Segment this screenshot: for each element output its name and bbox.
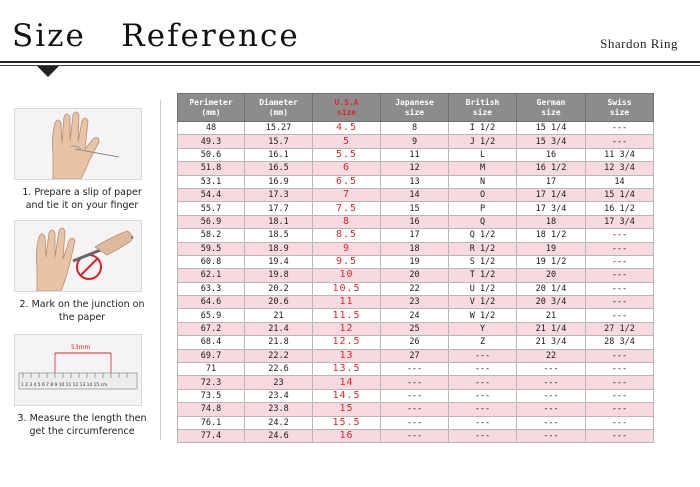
table-row [178, 175, 654, 188]
cell-swiss: --- [586, 296, 654, 309]
cell-japanese: 8 [381, 122, 449, 135]
cell-british: M [449, 162, 517, 175]
cell-swiss: 12 3/4 [586, 162, 654, 175]
cell-british: N [449, 175, 517, 188]
table-row [178, 376, 654, 389]
cell-japanese: 24 [381, 309, 449, 322]
cell-diameter: 19.4 [245, 255, 313, 268]
cell-usa: 6 [313, 162, 381, 175]
cell-swiss: 16 1/2 [586, 202, 654, 215]
table-row [178, 215, 654, 228]
table-row [178, 202, 654, 215]
cell-swiss: --- [586, 429, 654, 442]
cell-german: 15 1/4 [517, 122, 586, 135]
header-german-size: German size [517, 94, 586, 122]
cell-british: --- [449, 376, 517, 389]
cell-usa: 12 [313, 322, 381, 335]
cell-german: 16 1/2 [517, 162, 586, 175]
cell-swiss: --- [586, 416, 654, 429]
cell-japanese: 11 [381, 148, 449, 161]
cell-usa: 5 [313, 135, 381, 148]
cell-british: V 1/2 [449, 296, 517, 309]
cell-british: --- [449, 416, 517, 429]
cell-perimeter: 58.2 [178, 229, 245, 242]
cell-german: --- [517, 429, 586, 442]
header-japanese-size: Japanese size [381, 94, 449, 122]
cell-usa: 9 [313, 242, 381, 255]
cell-diameter: 16.1 [245, 148, 313, 161]
cell-perimeter: 51.8 [178, 162, 245, 175]
cell-swiss: --- [586, 376, 654, 389]
table-row [178, 255, 654, 268]
cell-diameter: 20.2 [245, 282, 313, 295]
cell-perimeter: 77.4 [178, 429, 245, 442]
header-rule [0, 61, 700, 63]
step-3-text: 3. Measure the length then get the circumference [17, 413, 147, 437]
step-2-text: 2. Mark on the junction on the paper [19, 299, 145, 323]
cell-usa: 14.5 [313, 389, 381, 402]
cell-perimeter: 48 [178, 122, 245, 135]
cell-swiss: --- [586, 255, 654, 268]
cell-british: J 1/2 [449, 135, 517, 148]
cell-japanese: 13 [381, 175, 449, 188]
size-table-body [178, 122, 654, 443]
cell-british: --- [449, 389, 517, 402]
cell-usa: 8.5 [313, 229, 381, 242]
cell-usa: 8 [313, 215, 381, 228]
cell-swiss: --- [586, 135, 654, 148]
cell-perimeter: 62.1 [178, 269, 245, 282]
table-row [178, 336, 654, 349]
header-british-size: British size [449, 94, 517, 122]
cell-diameter: 18.1 [245, 215, 313, 228]
cell-usa: 9.5 [313, 255, 381, 268]
cell-british: Z [449, 336, 517, 349]
cell-british: Q [449, 215, 517, 228]
cell-japanese: 9 [381, 135, 449, 148]
cell-diameter: 16.5 [245, 162, 313, 175]
cell-diameter: 18.5 [245, 229, 313, 242]
cell-japanese: 12 [381, 162, 449, 175]
cell-perimeter: 56.9 [178, 215, 245, 228]
cell-british: Y [449, 322, 517, 335]
cell-british: --- [449, 349, 517, 362]
cell-diameter: 22.2 [245, 349, 313, 362]
cell-british: L [449, 148, 517, 161]
cell-perimeter: 65.9 [178, 309, 245, 322]
cell-german: 22 [517, 349, 586, 362]
cell-diameter: 17.7 [245, 202, 313, 215]
cell-british: Q 1/2 [449, 229, 517, 242]
cell-swiss: 11 3/4 [586, 148, 654, 161]
cell-usa: 15.5 [313, 416, 381, 429]
cell-usa: 7.5 [313, 202, 381, 215]
cell-swiss: --- [586, 242, 654, 255]
cell-german: --- [517, 376, 586, 389]
mark-junction-illustration [14, 220, 142, 292]
page-title: Size Reference [12, 18, 300, 54]
cell-diameter: 20.6 [245, 296, 313, 309]
cell-japanese: 18 [381, 242, 449, 255]
table-row [178, 162, 654, 175]
cell-british: R 1/2 [449, 242, 517, 255]
header-swiss-size: Swiss size [586, 94, 654, 122]
cell-german: 20 [517, 269, 586, 282]
cell-usa: 5.5 [313, 148, 381, 161]
cell-diameter: 24.2 [245, 416, 313, 429]
size-table-container [177, 93, 654, 443]
cell-usa: 16 [313, 429, 381, 442]
cell-german: 16 [517, 148, 586, 161]
table-row [178, 282, 654, 295]
cell-usa: 12.5 [313, 336, 381, 349]
table-row [178, 429, 654, 442]
cell-german: 17 [517, 175, 586, 188]
cell-german: 20 3/4 [517, 296, 586, 309]
cell-perimeter: 69.7 [178, 349, 245, 362]
cell-german: 15 3/4 [517, 135, 586, 148]
cell-japanese: --- [381, 416, 449, 429]
cell-perimeter: 63.3 [178, 282, 245, 295]
cell-perimeter: 68.4 [178, 336, 245, 349]
cell-perimeter: 76.1 [178, 416, 245, 429]
table-row [178, 403, 654, 416]
cell-swiss: 17 3/4 [586, 215, 654, 228]
cell-german: --- [517, 389, 586, 402]
cell-usa: 7 [313, 188, 381, 201]
cell-swiss: 14 [586, 175, 654, 188]
cell-usa: 13.5 [313, 363, 381, 376]
cell-perimeter: 73.5 [178, 389, 245, 402]
ruler-mark-label: 53mm [71, 344, 91, 351]
table-row [178, 389, 654, 402]
cell-perimeter: 67.2 [178, 322, 245, 335]
cell-diameter: 19.8 [245, 269, 313, 282]
cell-swiss: 28 3/4 [586, 336, 654, 349]
cell-german: 21 [517, 309, 586, 322]
cell-diameter: 23 [245, 376, 313, 389]
cell-diameter: 17.3 [245, 188, 313, 201]
cell-swiss: --- [586, 269, 654, 282]
cell-swiss: --- [586, 363, 654, 376]
cell-diameter: 15.7 [245, 135, 313, 148]
cell-swiss: 15 1/4 [586, 188, 654, 201]
cell-british: --- [449, 363, 517, 376]
cell-diameter: 21.4 [245, 322, 313, 335]
cell-swiss: --- [586, 309, 654, 322]
cell-swiss: 27 1/2 [586, 322, 654, 335]
cell-usa: 15 [313, 403, 381, 416]
cell-japanese: 26 [381, 336, 449, 349]
cell-usa: 6.5 [313, 175, 381, 188]
cell-usa: 4.5 [313, 122, 381, 135]
cell-usa: 11.5 [313, 309, 381, 322]
cell-swiss: --- [586, 389, 654, 402]
cell-japanese: --- [381, 389, 449, 402]
cell-japanese: 16 [381, 215, 449, 228]
cell-german: --- [517, 416, 586, 429]
cell-perimeter: 64.6 [178, 296, 245, 309]
cell-usa: 10 [313, 269, 381, 282]
table-row [178, 242, 654, 255]
cell-german: 17 3/4 [517, 202, 586, 215]
cell-german: 18 [517, 215, 586, 228]
cell-perimeter: 59.5 [178, 242, 245, 255]
hand-with-paper-slip-illustration [14, 108, 142, 180]
table-row [178, 269, 654, 282]
header-usa-size: U.S.A size [313, 94, 381, 122]
cell-swiss: --- [586, 282, 654, 295]
cell-german: 21 1/4 [517, 322, 586, 335]
cell-british: P [449, 202, 517, 215]
cell-diameter: 16.9 [245, 175, 313, 188]
cell-swiss: --- [586, 403, 654, 416]
cell-swiss: --- [586, 229, 654, 242]
cell-german: 19 1/2 [517, 255, 586, 268]
cell-british: I 1/2 [449, 122, 517, 135]
cell-japanese: --- [381, 403, 449, 416]
cell-british: --- [449, 429, 517, 442]
cell-usa: 14 [313, 376, 381, 389]
cell-perimeter: 71 [178, 363, 245, 376]
cell-usa: 10.5 [313, 282, 381, 295]
cell-german: 21 3/4 [517, 336, 586, 349]
cell-japanese: 23 [381, 296, 449, 309]
cell-japanese: 19 [381, 255, 449, 268]
table-row [178, 296, 654, 309]
cell-british: --- [449, 403, 517, 416]
table-row [178, 322, 654, 335]
cell-diameter: 18.9 [245, 242, 313, 255]
table-row [178, 148, 654, 161]
ruler-numbers: 1 2 3 4 5 6 7 8 9 10 11 12 13 14 15 cm [21, 383, 108, 388]
cell-british: T 1/2 [449, 269, 517, 282]
table-row [178, 349, 654, 362]
pointer-triangle-icon [37, 66, 59, 77]
table-row [178, 309, 654, 322]
brand-name: Shardon Ring [600, 36, 678, 51]
header-rule-thin [0, 65, 700, 66]
cell-british: U 1/2 [449, 282, 517, 295]
cell-diameter: 21.8 [245, 336, 313, 349]
cell-japanese: --- [381, 429, 449, 442]
cell-german: --- [517, 363, 586, 376]
cell-japanese: 20 [381, 269, 449, 282]
table-header-row [178, 94, 654, 122]
cell-japanese: --- [381, 376, 449, 389]
cell-diameter: 23.8 [245, 403, 313, 416]
cell-perimeter: 49.3 [178, 135, 245, 148]
cell-perimeter: 50.6 [178, 148, 245, 161]
cell-japanese: 25 [381, 322, 449, 335]
cell-perimeter: 55.7 [178, 202, 245, 215]
cell-usa: 13 [313, 349, 381, 362]
table-row [178, 122, 654, 135]
cell-swiss: --- [586, 349, 654, 362]
cell-japanese: 22 [381, 282, 449, 295]
cell-british: S 1/2 [449, 255, 517, 268]
cell-swiss: --- [586, 122, 654, 135]
cell-perimeter: 72.3 [178, 376, 245, 389]
cell-japanese: 17 [381, 229, 449, 242]
table-row [178, 363, 654, 376]
cell-japanese: --- [381, 363, 449, 376]
cell-japanese: 27 [381, 349, 449, 362]
table-row [178, 416, 654, 429]
header-diameter: Diameter (mm) [245, 94, 313, 122]
cell-usa: 11 [313, 296, 381, 309]
step-1-text: 1. Prepare a slip of paper and tie it on your finger [22, 187, 142, 211]
ruler-measure-illustration [14, 334, 142, 406]
cell-german: 18 1/2 [517, 229, 586, 242]
cell-diameter: 23.4 [245, 389, 313, 402]
cell-perimeter: 53.1 [178, 175, 245, 188]
table-row [178, 229, 654, 242]
cell-diameter: 22.6 [245, 363, 313, 376]
cell-german: 17 1/4 [517, 188, 586, 201]
cell-diameter: 21 [245, 309, 313, 322]
cell-diameter: 24.6 [245, 429, 313, 442]
cell-japanese: 14 [381, 188, 449, 201]
cell-german: 19 [517, 242, 586, 255]
cell-japanese: 15 [381, 202, 449, 215]
ring-size-table [177, 93, 654, 443]
cell-german: --- [517, 403, 586, 416]
cell-perimeter: 60.8 [178, 255, 245, 268]
table-row [178, 135, 654, 148]
header-perimeter: Perimeter (mm) [178, 94, 245, 122]
cell-british: O [449, 188, 517, 201]
cell-perimeter: 54.4 [178, 188, 245, 201]
cell-perimeter: 74.8 [178, 403, 245, 416]
panel-divider [160, 100, 161, 440]
table-row [178, 188, 654, 201]
cell-british: W 1/2 [449, 309, 517, 322]
cell-diameter: 15.27 [245, 122, 313, 135]
cell-german: 20 1/4 [517, 282, 586, 295]
